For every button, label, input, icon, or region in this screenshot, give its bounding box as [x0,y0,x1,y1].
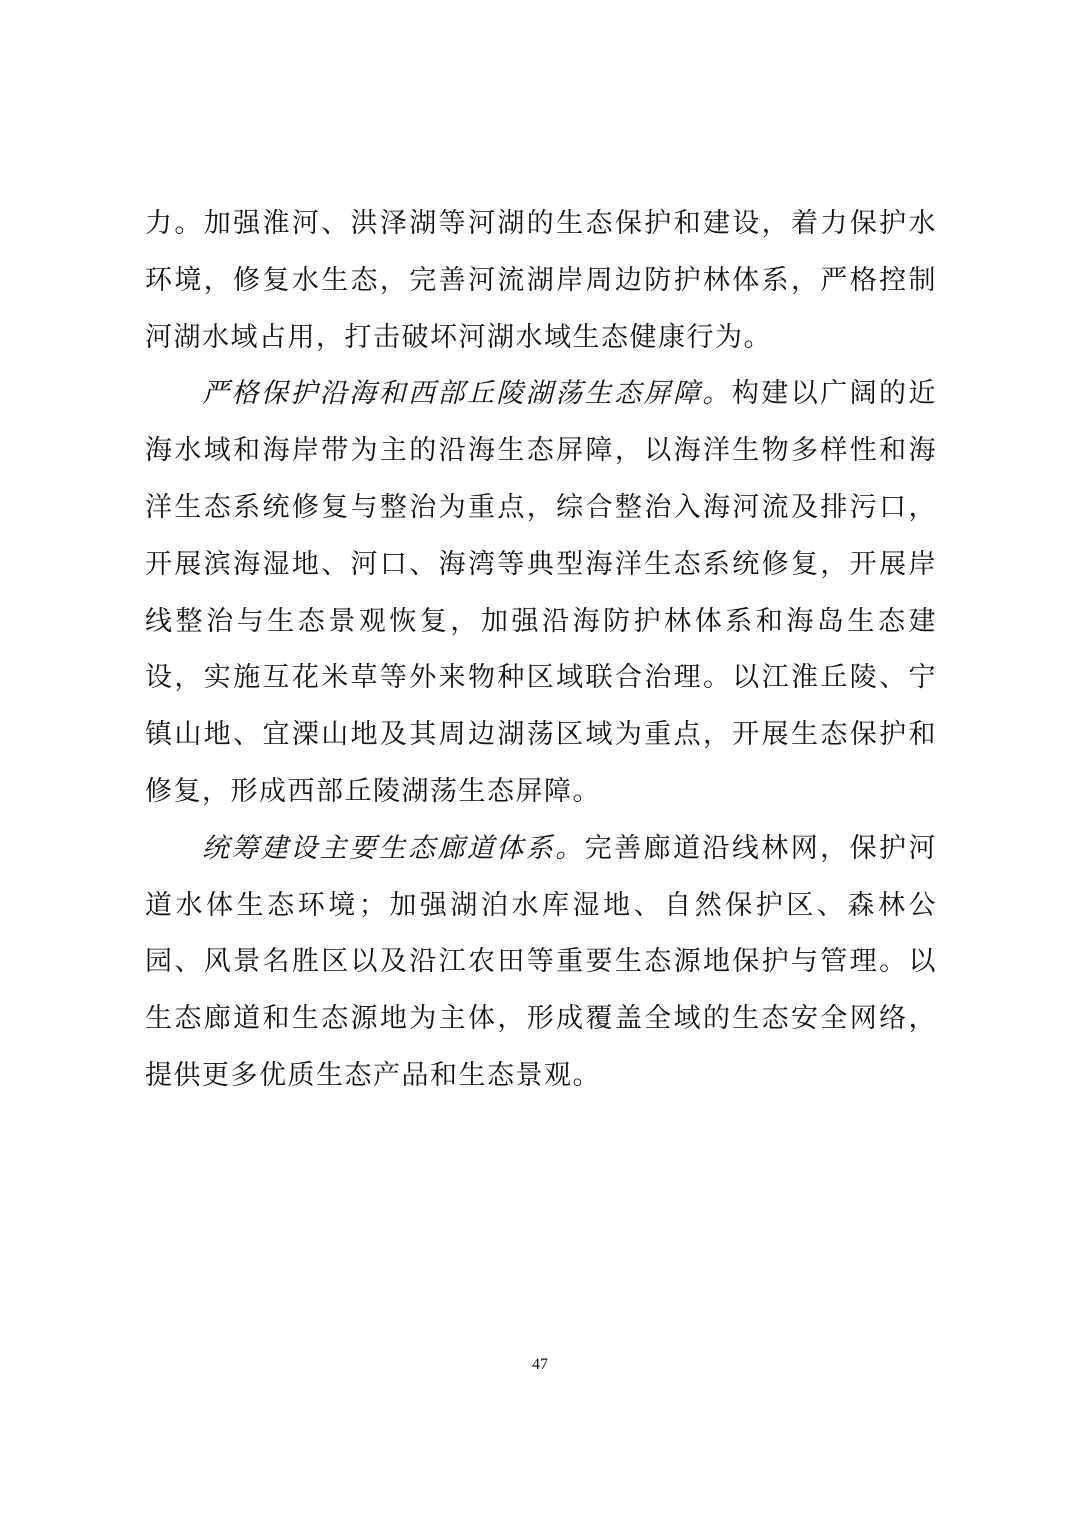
paragraph-text: 力。加强淮河、洪泽湖等河湖的生态保护和建设，着力保护水环境，修复水生态，完善河流湖岸周边防护林体系，严格控制河湖水域占用，打击破坏河湖水域生态健康行为。 [145,208,937,353]
body-text [145,196,937,1105]
page-number: 47 [532,1356,548,1373]
paragraph-lead-heading: 统筹建设主要生态廊道体系。 [202,832,585,864]
paragraph-text: 构建以广阔的近海水域和海岸带为主的沿海生态屏障，以海洋生物多样性和海洋生态系统修复与整治为重点，综合整治入海河流及排污口，开展滨海湿地、河口、海湾等典型海洋生态系统修复，开展岸线整治与生态景观恢复，加强沿海防护林体系和海岛生态建设，实施互花米草等外来物种区域联合治理。以江淮丘陵、宁镇山地、宜溧山地及其周边湖荡区域为重点，开展生态保护和修复，形成西部丘陵湖荡生态屏障。 [145,378,937,807]
paragraph-continuation [145,196,937,366]
paragraph-eco-corridor [145,821,937,1105]
paragraph-lead-heading: 严格保护沿海和西部丘陵湖荡生态屏障。 [202,378,732,410]
paragraph-coastal-barrier [145,366,937,820]
paragraph-text: 完善廊道沿线林网，保护河道水体生态环境；加强湖泊水库湿地、自然保护区、森林公园、风景名胜区以及沿江农田等重要生态源地保护与管理。以生态廊道和生态源地为主体，形成覆盖全域的生态安全网络，提供更多优质生态产品和生态景观。 [145,832,937,1091]
